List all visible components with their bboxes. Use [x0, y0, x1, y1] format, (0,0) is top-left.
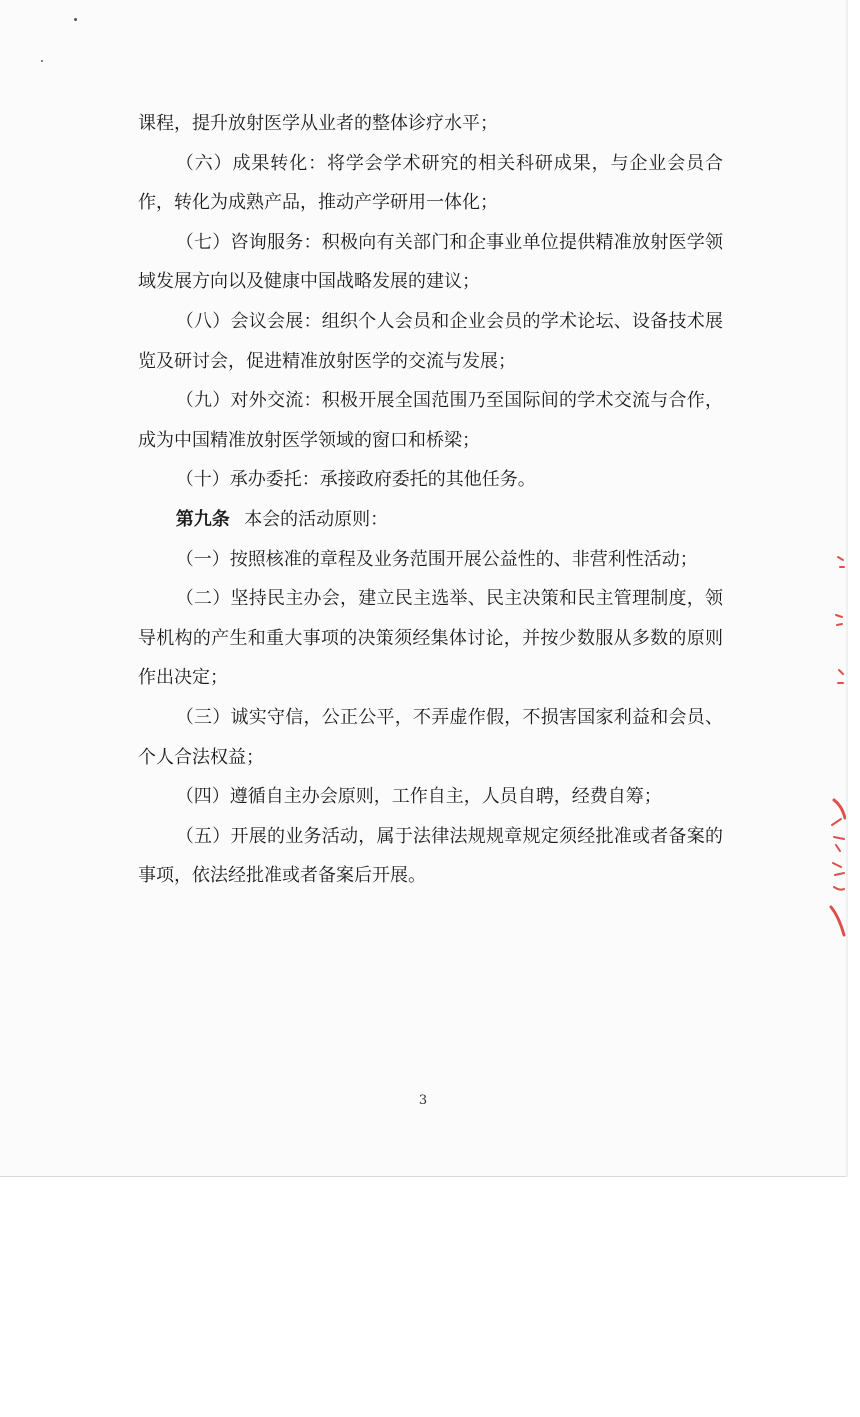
paragraph-text: （五）开展的业务活动，属于法律法规规章规定须经批准或者备案的事项，依法经批准或者备案后开展。 — [138, 825, 723, 887]
page-number: 3 — [418, 1093, 428, 1108]
paragraph-item-10 — [138, 460, 723, 500]
principle-4 — [138, 777, 723, 817]
principle-1 — [138, 540, 723, 580]
scan-speck — [74, 18, 77, 21]
paragraph-text: （二）坚持民主办会，建立民主选举、民主决策和民主管理制度，领导机构的产生和重大事项的决策须经集体讨论，并按少数服从多数的原则作出决定； — [138, 588, 723, 689]
principle-5 — [138, 817, 723, 896]
paragraph-text: （四）遵循自主办会原则，工作自主，人员自聘，经费自筹； — [175, 786, 662, 808]
paragraph-text: （八）会议会展：组织个人会员和企业会员的学术论坛、设备技术展览及研讨会，促进精准放射医学的交流与发展； — [138, 310, 723, 372]
paragraph-text: （十）承办委托：承接政府委托的其他任务。 — [175, 469, 536, 491]
principle-2 — [138, 579, 723, 698]
paragraph-text: （三）诚实守信，公正公平，不弄虚作假，不损害国家利益和会员、个人合法权益； — [138, 706, 723, 768]
paragraph-text: （一）按照核准的章程及业务范围开展公益性的、非营利性活动； — [175, 548, 698, 570]
paragraph-text: （六）成果转化：将学会学术研究的相关科研成果，与企业会员合作，转化为成熟产品，推动产学研用一体化； — [138, 152, 723, 214]
paragraph-item-7 — [138, 223, 723, 302]
paragraph-text: 本会的活动原则： — [244, 508, 389, 530]
paragraph-item-6 — [138, 144, 723, 223]
paragraph-text: （九）对外交流：积极开展全国范围乃至国际间的学术交流与合作，成为中国精准放射医学领域的窗口和桥梁； — [138, 390, 723, 451]
paragraph-item-8 — [138, 302, 723, 381]
paragraph-text: 课程，提升放射医学从业者的整体诊疗水平； — [138, 113, 498, 134]
scan-speck — [41, 60, 43, 62]
body-text — [138, 104, 723, 896]
article-number: 第九条 — [175, 508, 230, 530]
paragraph-course-continuation — [138, 104, 723, 144]
paragraph-item-9 — [138, 381, 723, 460]
paragraph-text: （七）咨询服务：积极向有关部门和企事业单位提供精准放射医学领域发展方向以及健康中国战略发展的建议； — [138, 231, 723, 293]
red-seal-fragment — [828, 545, 846, 945]
principle-3 — [138, 698, 723, 777]
article-9-heading — [138, 500, 723, 540]
